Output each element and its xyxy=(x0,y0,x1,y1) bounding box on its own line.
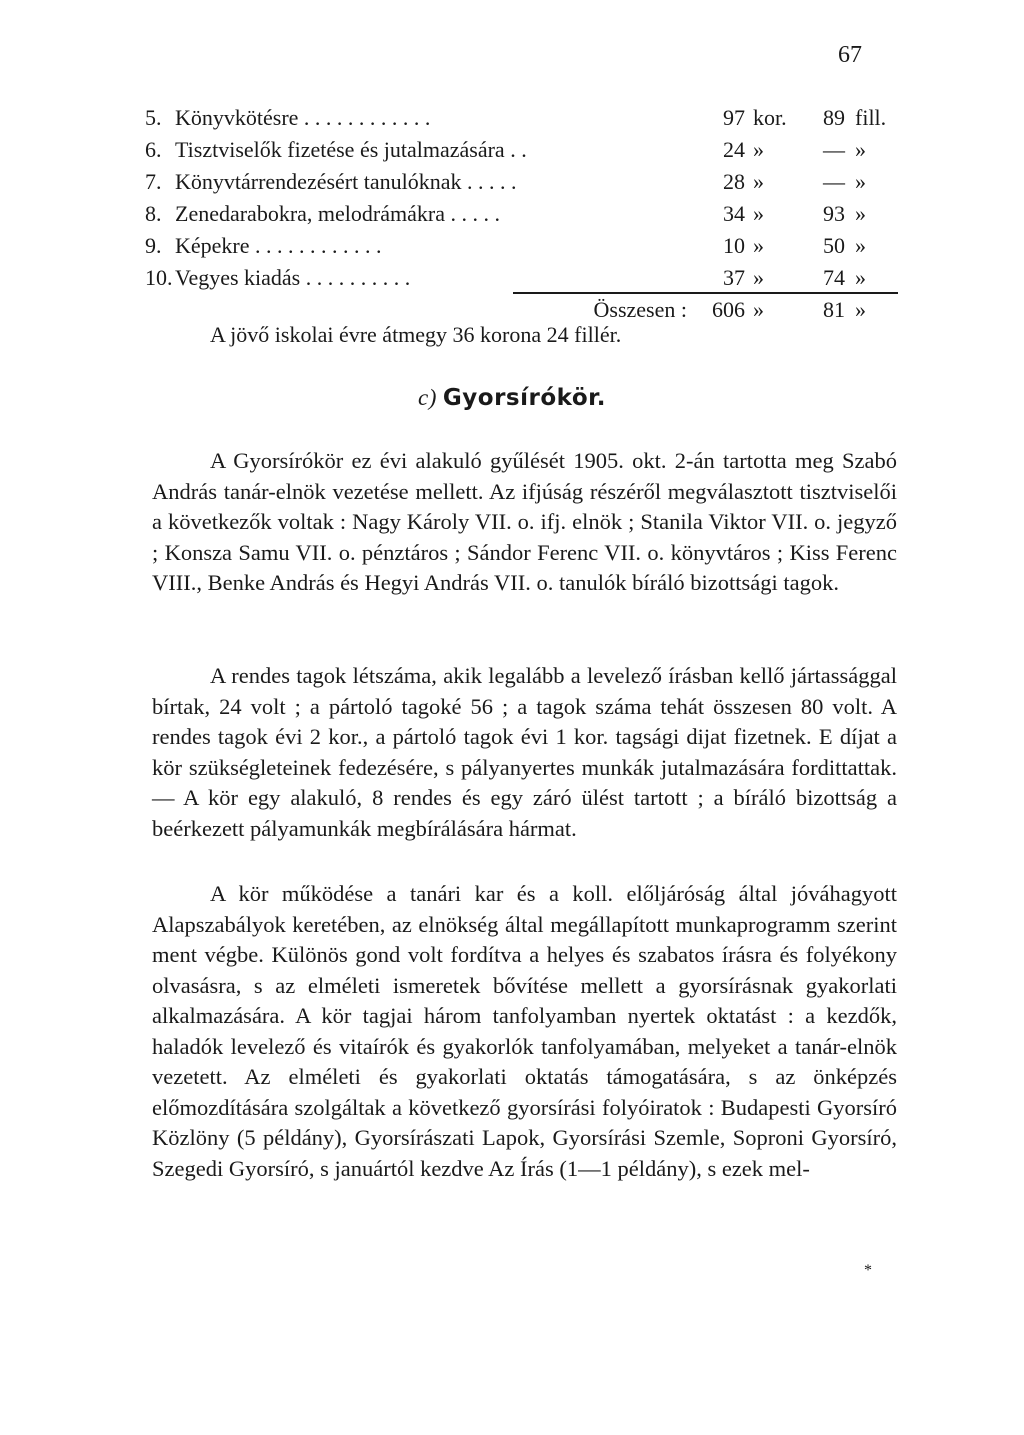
row-number: 10. xyxy=(145,265,173,290)
row-korona: 34 xyxy=(723,201,745,226)
row-filler: 89 xyxy=(823,105,845,130)
ledger-row xyxy=(145,134,905,166)
total-filler: 81 xyxy=(823,297,845,322)
row-number: 8. xyxy=(145,201,162,226)
row-number: 7. xyxy=(145,169,162,194)
row-filler: 74 xyxy=(823,265,845,290)
total-korona-unit: » xyxy=(753,297,764,322)
row-korona: 37 xyxy=(723,265,745,290)
section-heading xyxy=(0,385,1024,411)
row-korona: 10 xyxy=(723,233,745,258)
row-label: Vegyes kiadás . . . . . . . . . . xyxy=(175,265,411,290)
row-number: 9. xyxy=(145,233,162,258)
carry-over-note: A jövő iskolai évre átmegy 36 korona 24 fillér. xyxy=(210,322,622,347)
row-korona-unit: » xyxy=(753,233,764,258)
row-korona: 24 xyxy=(723,137,745,162)
row-filler-unit: » xyxy=(855,233,866,258)
row-label: Könyvkötésre . . . . . . . . . . . . xyxy=(175,105,431,130)
section-title: Gyorsírókör. xyxy=(442,385,606,411)
row-korona-unit: » xyxy=(753,137,764,162)
row-korona: 28 xyxy=(723,169,745,194)
expense-ledger xyxy=(145,102,905,326)
row-filler-unit: » xyxy=(855,169,866,194)
row-filler-unit: fill. xyxy=(855,105,887,130)
row-filler: — xyxy=(823,137,845,162)
ledger-row xyxy=(145,198,905,230)
ledger-row xyxy=(145,230,905,262)
row-korona-unit: » xyxy=(753,265,764,290)
row-number: 6. xyxy=(145,137,162,162)
row-korona-unit: » xyxy=(753,169,764,194)
ledger-row xyxy=(145,102,905,134)
row-korona: 97 xyxy=(723,105,745,130)
row-label: Tisztviselők fizetése és jutalmazására . . xyxy=(175,137,527,162)
row-label: Zenedarabokra, melodrámákra . . . . . xyxy=(175,201,500,226)
ledger-row xyxy=(145,262,905,294)
row-filler-unit: » xyxy=(855,137,866,162)
row-korona-unit: » xyxy=(753,201,764,226)
row-filler: 50 xyxy=(823,233,845,258)
row-filler: — xyxy=(823,169,845,194)
body-paragraph: A kör működése a tanári kar és a koll. előljáróság által jóváhagyott Alapszabályok keretében, az elnökség által megállapított munkaprogramm szerint ment végbe. Különös gond volt fordítva a helyes és szabatos írásra és folyékony olvasásra, s az elméleti ismeretek bővítése mellett a gyorsírásnak gyakorlati alkalmazására. A kör tagjai három tanfolyamban nyertek oktatást : a kezdők, haladók levelező és vitaírók és gyakorlók tanfolyamában, melyeket a tanár-elnök vezetett. Az elméleti és gyakorlati oktatás támogatására, s az önképzés előmozdítására szolgáltak a következő gyorsírási folyóiratok : Budapesti Gyorsíró Közlöny (5 példány), Gyorsírászati Lapok, Gyorsírási Szemle, Soproni Gyorsíró, Szegedi Gyorsíró, s januártól kezdve Az Írás (1—1 példány), s ezek mel- xyxy=(152,881,897,1181)
page-number: 67 xyxy=(838,42,862,68)
section-marker: c) xyxy=(418,385,437,410)
total-filler-unit: » xyxy=(855,297,866,322)
total-korona: 606 xyxy=(712,297,745,322)
row-korona-unit: kor. xyxy=(753,105,787,130)
row-label: Képekre . . . . . . . . . . . . xyxy=(175,233,382,258)
row-number: 5. xyxy=(145,105,162,130)
body-paragraph: A rendes tagok létszáma, akik legalább a levelező írásban kellő jártassággal bírtak, 24 volt ; a pártoló tagoké 56 ; a tagok száma tehát összesen 80 volt. A rendes tagok évi 2 kor., a pártoló tagok évi 1 kor. tagsági dijat fizetnek. E díjat a kör szükségleteinek fedezésére, s pályanyertes munkák jutalmazására fordittattak. — A kör egy alakuló, 8 rendes és egy záró ülést tartott ; a bíráló bizottság a beérkezett pályamunkák megbírálására hármat. xyxy=(152,663,897,841)
row-filler-unit: » xyxy=(855,201,866,226)
row-label: Könyvtárrendezésért tanulóknak . . . . . xyxy=(175,169,517,194)
row-filler-unit: » xyxy=(855,265,866,290)
row-filler: 93 xyxy=(823,201,845,226)
body-paragraph: A Gyorsírókör ez évi alakuló gyűlését 1905. okt. 2-án tartotta meg Szabó András tanár-elnök vezetése mellett. Az ifjúság részéről megválasztott tisztviselői a következők voltak : Nagy Károly VII. o. ifj. elnök ; Stanila Viktor VII. o. jegyző ; Konsza Samu VII. o. pénztáros ; Sándor Ferenc VII. o. könyvtáros ; Kiss Ferenc VIII., Benke András és Hegyi András VII. o. tanulók bíráló bizottsági tagok. xyxy=(152,448,897,595)
ledger-row xyxy=(145,166,905,198)
footer-star-mark: * xyxy=(864,1262,872,1279)
total-label: Összesen : xyxy=(593,297,687,322)
